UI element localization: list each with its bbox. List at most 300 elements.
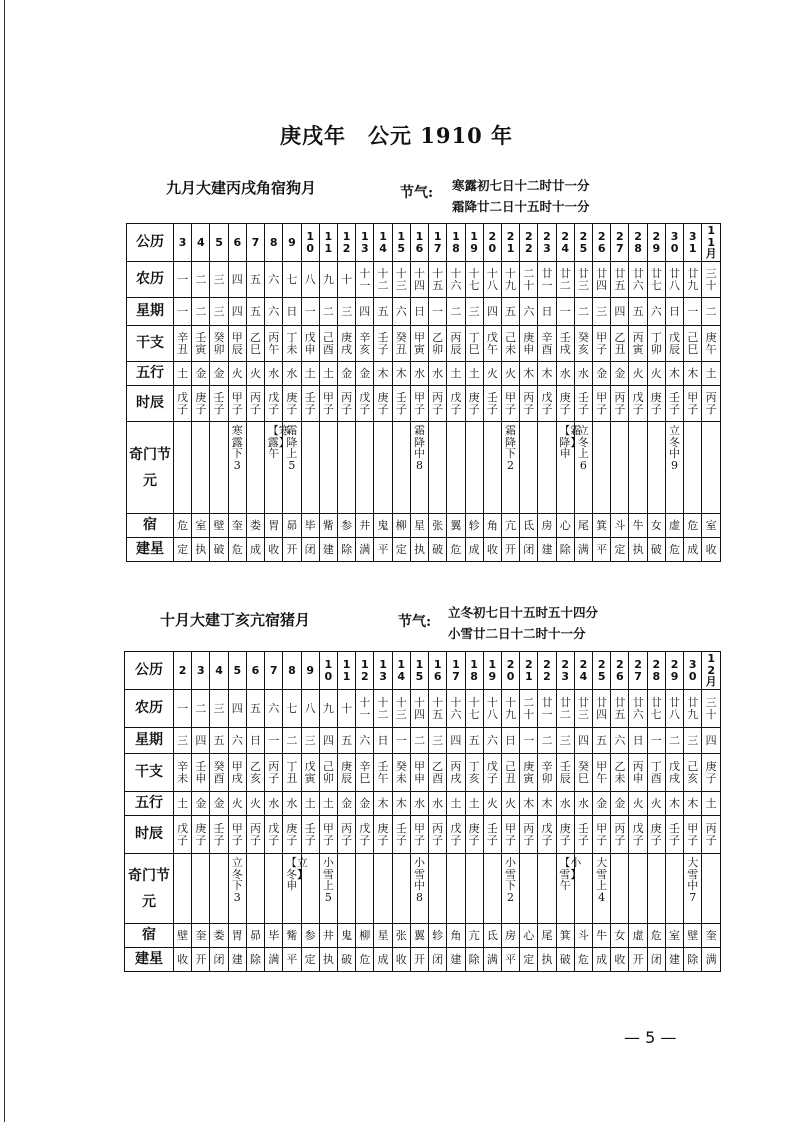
cell-qimen — [319, 422, 337, 514]
cell-jianxing — [265, 538, 283, 562]
cell-text-gongli: 9 — [306, 663, 314, 677]
cell-wuxing — [684, 792, 702, 816]
cell-text-nongli: 八 — [304, 272, 316, 286]
cell-xingqi — [465, 298, 483, 326]
cell-xiu — [192, 924, 210, 948]
cell-xiu — [629, 514, 647, 538]
cell-xingqi — [319, 298, 337, 326]
cell-nongli — [337, 262, 355, 298]
cell-ganzhi — [429, 326, 447, 362]
cell-shichen — [301, 816, 319, 854]
cell-xingqi — [684, 728, 702, 754]
cell-text-gongli: 11月 — [705, 224, 717, 261]
cell-jianxing — [501, 538, 519, 562]
cell-text-wuxing: 土 — [322, 797, 334, 810]
cell-gongli — [374, 652, 392, 690]
cell-text-xingqi: 三 — [687, 734, 699, 747]
cell-xiu — [684, 924, 702, 948]
cell-gongli — [265, 652, 283, 690]
cell-xiu — [647, 924, 665, 948]
cell-wuxing — [465, 362, 483, 386]
cell-wuxing — [665, 792, 683, 816]
cell-ganzhi — [429, 754, 447, 792]
cell-text-xingqi: 三 — [468, 305, 480, 318]
cell-xiu — [265, 924, 283, 948]
cell-text-ganzhi: 壬寅 — [195, 331, 207, 356]
cell-qimen — [356, 422, 374, 514]
cell-text-nongli: 廿八 — [669, 696, 681, 721]
cell-text-xingqi: 日 — [413, 305, 425, 318]
cell-ganzhi — [702, 326, 721, 362]
cell-text-gongli: 29 — [652, 230, 661, 255]
cell-text-xiu: 尾 — [577, 519, 589, 532]
cell-jianxing — [538, 538, 556, 562]
cell-wuxing — [556, 792, 574, 816]
cell-text-xingqi: 三 — [304, 734, 316, 747]
cell-jianxing — [301, 948, 319, 972]
cell-qimen — [192, 422, 210, 514]
cell-ganzhi — [593, 754, 611, 792]
cell-nongli — [283, 262, 301, 298]
cell-nongli — [447, 690, 465, 728]
cell-jianxing — [629, 538, 647, 562]
cell-nongli — [465, 262, 483, 298]
cell-xingqi — [483, 728, 501, 754]
cell-text-wuxing: 火 — [632, 367, 644, 380]
cell-xingqi — [465, 728, 483, 754]
cell-jianxing — [228, 538, 246, 562]
cell-xiu — [556, 924, 574, 948]
cell-xingqi — [501, 728, 519, 754]
cell-gongli — [665, 652, 683, 690]
cell-text-nongli: 十一 — [359, 267, 371, 292]
cell-nongli — [392, 690, 410, 728]
cell-qimen — [465, 854, 483, 924]
cell-gongli — [265, 224, 283, 262]
cell-qimen — [611, 422, 629, 514]
cell-text-nongli: 十五 — [432, 696, 444, 721]
cell-text-xingqi: 四 — [577, 734, 589, 747]
row-gongli — [127, 224, 721, 262]
cell-nongli — [174, 262, 192, 298]
cell-jianxing — [337, 538, 355, 562]
cell-xingqi — [356, 298, 374, 326]
cell-text-jianxing: 定 — [523, 953, 535, 966]
calendar-table-october — [124, 651, 721, 972]
cell-jianxing — [520, 948, 538, 972]
cell-text-xiu: 壁 — [687, 929, 699, 942]
cell-xingqi — [174, 728, 192, 754]
cell-text-gongli: 4 — [197, 235, 205, 249]
cell-gongli — [538, 224, 556, 262]
cell-text-xingqi: 一 — [523, 734, 535, 747]
cell-text-xingqi: 一 — [687, 305, 699, 318]
cell-xiu — [593, 514, 611, 538]
cell-text-jianxing: 破 — [650, 543, 662, 556]
cell-shichen — [210, 386, 228, 422]
cell-shichen — [410, 386, 428, 422]
cell-text-gongli: 29 — [670, 658, 679, 683]
cell-xiu — [210, 514, 228, 538]
cell-text-gongli: 12 — [360, 658, 369, 683]
cell-qimen — [684, 422, 702, 514]
cell-xingqi — [665, 298, 683, 326]
row-label-nongli: 农历 — [127, 262, 174, 298]
cell-qimen — [283, 422, 301, 514]
cell-xiu — [447, 924, 465, 948]
cell-text-nongli: 九 — [322, 272, 334, 286]
cell-jianxing — [611, 948, 629, 972]
cell-text-ganzhi: 癸卯 — [213, 331, 225, 356]
cell-text-wuxing: 水 — [432, 367, 444, 380]
cell-shichen — [392, 816, 410, 854]
cell-text-jianxing: 定 — [614, 543, 626, 556]
cell-gongli — [538, 652, 556, 690]
cell-xingqi — [356, 728, 374, 754]
cell-text-ganzhi: 癸亥 — [577, 331, 589, 356]
cell-text-ganzhi: 甲戌 — [231, 760, 243, 785]
cell-qimen — [210, 422, 228, 514]
cell-text-shichen: 戊子 — [632, 822, 644, 847]
cell-text-shichen: 庚子 — [195, 391, 207, 416]
cell-text-xiu: 井 — [322, 929, 334, 942]
cell-text-ganzhi: 癸巳 — [577, 760, 589, 785]
cell-text-ganzhi: 丙戌 — [450, 760, 462, 785]
cell-wuxing — [301, 792, 319, 816]
cell-text-shichen: 壬子 — [304, 391, 316, 416]
cell-text-wuxing: 土 — [450, 367, 462, 380]
cell-gongli — [410, 652, 428, 690]
cell-text-nongli: 五 — [249, 701, 261, 715]
cell-text-gongli: 31 — [688, 230, 697, 255]
cell-qimen — [410, 422, 428, 514]
cell-jianxing — [192, 538, 210, 562]
cell-jianxing — [556, 948, 574, 972]
cell-text-xiu: 井 — [359, 519, 371, 532]
cell-text-wuxing: 金 — [213, 367, 225, 380]
cell-text-xiu: 房 — [541, 519, 553, 532]
cell-text-shichen: 庚子 — [650, 391, 662, 416]
cell-jianxing — [465, 538, 483, 562]
cell-text-jianxing: 危 — [577, 953, 589, 966]
jieqi-line-1a: 寒露初七日十二时廿一分 — [452, 178, 590, 193]
cell-gongli — [647, 224, 665, 262]
cell-xiu — [593, 924, 611, 948]
cell-qimen — [501, 854, 519, 924]
cell-nongli — [210, 690, 228, 728]
cell-text-shichen: 甲子 — [231, 391, 243, 416]
cell-qimen — [228, 422, 246, 514]
cell-text-ganzhi: 戊辰 — [669, 331, 681, 356]
cell-shichen — [647, 386, 665, 422]
cell-jianxing — [447, 538, 465, 562]
cell-gongli — [593, 652, 611, 690]
cell-xingqi — [501, 298, 519, 326]
cell-nongli — [647, 262, 665, 298]
cell-xiu — [392, 514, 410, 538]
cell-text-jianxing: 闭 — [523, 543, 535, 556]
cell-text-nongli: 十四 — [413, 696, 425, 721]
cell-text-jianxing: 平 — [505, 953, 517, 966]
cell-text-gongli: 8 — [269, 235, 278, 249]
cell-qimen — [702, 422, 721, 514]
cell-shichen — [702, 816, 721, 854]
cell-ganzhi — [301, 754, 319, 792]
cell-text-xiu: 觜 — [322, 519, 334, 532]
cell-text-wuxing: 水 — [268, 797, 280, 810]
cell-text-gongli: 26 — [597, 230, 606, 255]
cell-nongli — [520, 690, 538, 728]
jieqi-label-2: 节气: — [398, 614, 432, 630]
cell-gongli — [192, 652, 210, 690]
cell-text-wuxing: 金 — [596, 797, 608, 810]
cell-text-shichen: 壬子 — [213, 391, 225, 416]
cell-nongli — [684, 690, 702, 728]
cell-ganzhi — [665, 754, 683, 792]
cell-xingqi — [556, 298, 574, 326]
cell-shichen — [629, 386, 647, 422]
cell-text-nongli: 十七 — [468, 267, 480, 292]
cell-text-ganzhi: 壬辰 — [559, 760, 571, 785]
cell-text-shichen: 甲子 — [687, 391, 699, 416]
cell-text-shichen: 戊子 — [177, 822, 189, 847]
cell-xingqi — [283, 298, 301, 326]
cell-text-jianxing: 除 — [687, 953, 699, 966]
row-label-wuxing: 五行 — [127, 362, 174, 386]
cell-qimen — [429, 854, 447, 924]
cell-text-jianxing: 闭 — [304, 543, 316, 556]
cell-ganzhi — [210, 326, 228, 362]
cell-text-gongli: 4 — [215, 663, 223, 677]
cell-shichen — [556, 816, 574, 854]
cell-xiu — [246, 514, 264, 538]
cell-nongli — [702, 262, 721, 298]
cell-shichen — [483, 816, 501, 854]
cell-qimen — [647, 854, 665, 924]
cell-nongli — [246, 262, 264, 298]
cell-text-xiu: 娄 — [249, 519, 261, 532]
cell-text-wuxing: 水 — [432, 797, 444, 810]
cell-wuxing — [611, 362, 629, 386]
cell-text-shichen: 庚子 — [559, 822, 571, 847]
cell-text-ganzhi: 己丑 — [505, 760, 517, 785]
cell-shichen — [574, 816, 592, 854]
cell-text-shichen: 甲子 — [413, 822, 425, 847]
cell-xingqi — [702, 728, 721, 754]
cell-text-gongli: 20 — [488, 230, 497, 255]
cell-text-jianxing: 建 — [669, 953, 681, 966]
cell-text-gongli: 24 — [561, 230, 570, 255]
cell-ganzhi — [337, 754, 355, 792]
cell-text-ganzhi: 己巳 — [687, 331, 699, 356]
row-shichen — [125, 816, 721, 854]
cell-text-shichen: 甲子 — [505, 391, 517, 416]
cell-wuxing — [228, 792, 246, 816]
cell-text-xingqi: 五 — [213, 734, 225, 747]
cell-shichen — [702, 386, 721, 422]
cell-wuxing — [192, 792, 210, 816]
cell-text-xiu: 箕 — [596, 519, 608, 532]
cell-wuxing — [702, 362, 721, 386]
cell-qimen — [319, 854, 337, 924]
cell-text-xiu: 昴 — [286, 519, 298, 532]
cell-text-xiu: 柳 — [359, 929, 371, 942]
row-wuxing — [125, 792, 721, 816]
cell-qimen — [192, 854, 210, 924]
cell-text-shichen: 壬子 — [669, 391, 681, 416]
cell-xingqi — [483, 298, 501, 326]
cell-xiu — [538, 514, 556, 538]
cell-qimen — [337, 854, 355, 924]
cell-text-nongli: 十三 — [395, 696, 407, 721]
cell-gongli — [611, 224, 629, 262]
cell-wuxing — [702, 792, 721, 816]
cell-text-wuxing: 水 — [413, 797, 425, 810]
cell-text-jianxing: 除 — [249, 953, 261, 966]
cell-xiu — [665, 924, 683, 948]
cell-text-shichen: 壬子 — [395, 822, 407, 847]
cell-text-wuxing: 水 — [577, 797, 589, 810]
cell-ganzhi — [520, 754, 538, 792]
cell-qimen — [301, 854, 319, 924]
cell-text-wuxing: 木 — [395, 797, 407, 810]
cell-text-shichen: 戊子 — [268, 822, 280, 847]
cell-gongli — [684, 652, 702, 690]
cell-text-xiu: 翼 — [413, 929, 425, 942]
cell-text-gongli: 5 — [233, 663, 242, 677]
cell-text-ganzhi: 辛亥 — [359, 331, 371, 356]
cell-nongli — [593, 690, 611, 728]
cell-qimen — [174, 854, 192, 924]
cell-text-xingqi: 日 — [286, 305, 298, 318]
cell-shichen — [483, 386, 501, 422]
cell-text-jianxing: 收 — [177, 953, 189, 966]
cell-wuxing — [574, 792, 592, 816]
cell-text-xiu: 牛 — [596, 929, 608, 942]
cell-text-xingqi: 二 — [195, 305, 207, 318]
cell-ganzhi — [283, 326, 301, 362]
cell-text-jianxing: 平 — [596, 543, 608, 556]
cell-gongli — [337, 652, 355, 690]
cell-text-jianxing: 危 — [231, 543, 243, 556]
cell-gongli — [465, 224, 483, 262]
cell-text-wuxing: 金 — [614, 367, 626, 380]
cell-jianxing — [702, 538, 721, 562]
cell-text-qimen: 【立冬】申 — [285, 856, 308, 892]
cell-xingqi — [593, 728, 611, 754]
row-shichen — [127, 386, 721, 422]
cell-text-nongli: 十二 — [377, 267, 389, 292]
cell-shichen — [611, 816, 629, 854]
page-title: 庚戌年 公元 1910 年 — [279, 123, 514, 148]
cell-ganzhi — [374, 754, 392, 792]
cell-nongli — [337, 690, 355, 728]
cell-shichen — [611, 386, 629, 422]
cell-qimen — [593, 854, 611, 924]
row-label-ganzhi: 干支 — [125, 754, 174, 792]
cell-shichen — [319, 386, 337, 422]
cell-text-nongli: 十七 — [468, 696, 480, 721]
cell-xingqi — [593, 298, 611, 326]
cell-text-xiu: 参 — [304, 929, 316, 942]
cell-text-gongli: 19 — [470, 230, 478, 255]
cell-text-shichen: 壬子 — [395, 391, 407, 416]
cell-nongli — [611, 262, 629, 298]
cell-gongli — [629, 224, 647, 262]
cell-text-jianxing: 建 — [322, 543, 334, 556]
cell-text-jianxing: 收 — [268, 543, 280, 556]
cell-xiu — [301, 514, 319, 538]
cell-ganzhi — [538, 754, 556, 792]
cell-wuxing — [647, 362, 665, 386]
cell-text-xiu: 翼 — [450, 519, 462, 532]
cell-text-gongli: 18 — [470, 658, 478, 683]
cell-text-xiu: 虚 — [669, 519, 681, 532]
cell-text-ganzhi: 己亥 — [687, 760, 699, 785]
cell-text-shichen: 甲子 — [687, 822, 699, 847]
cell-qimen — [429, 422, 447, 514]
cell-text-wuxing: 土 — [450, 797, 462, 810]
cell-text-nongli: 七 — [286, 701, 298, 715]
cell-text-xiu: 危 — [650, 929, 662, 942]
cell-xingqi — [210, 298, 228, 326]
cell-text-xiu: 奎 — [231, 519, 243, 532]
cell-wuxing — [319, 792, 337, 816]
cell-text-gongli: 11 — [342, 658, 351, 683]
cell-wuxing — [356, 792, 374, 816]
cell-qimen — [246, 854, 264, 924]
cell-jianxing — [174, 538, 192, 562]
cell-text-gongli: 2 — [178, 663, 187, 677]
cell-text-xingqi: 六 — [268, 305, 280, 318]
cell-text-jianxing: 满 — [268, 953, 280, 966]
jieqi-line-2b: 小雪廿二日十二时十一分 — [448, 626, 586, 641]
cell-shichen — [465, 816, 483, 854]
cell-jianxing — [374, 948, 392, 972]
cell-xiu — [684, 514, 702, 538]
cell-text-shichen: 甲子 — [596, 822, 608, 847]
cell-text-wuxing: 水 — [268, 367, 280, 380]
row-label-shichen: 时辰 — [127, 386, 174, 422]
cell-text-xingqi: 二 — [450, 305, 462, 318]
row-label-nongli: 农历 — [125, 690, 174, 728]
cell-text-qimen: 大雪上4 — [596, 856, 608, 904]
cell-text-ganzhi: 己卯 — [322, 760, 334, 785]
cell-gongli — [684, 224, 702, 262]
cell-text-wuxing: 火 — [632, 797, 644, 810]
cell-text-qimen: 【霜降】申 — [559, 424, 582, 460]
cell-ganzhi — [392, 326, 410, 362]
cell-jianxing — [319, 538, 337, 562]
cell-text-shichen: 丙子 — [341, 391, 353, 416]
cell-text-shichen: 丙子 — [614, 391, 626, 416]
cell-gongli — [210, 224, 228, 262]
cell-gongli — [301, 652, 319, 690]
cell-text-gongli: 3 — [197, 663, 205, 677]
cell-text-wuxing: 木 — [523, 367, 535, 380]
cell-text-xingqi: 二 — [577, 305, 589, 318]
cell-text-shichen: 戊子 — [177, 391, 189, 416]
cell-text-xingqi: 日 — [541, 305, 553, 318]
cell-gongli — [665, 224, 683, 262]
cell-gongli — [447, 224, 465, 262]
calendar-table-september — [126, 223, 721, 562]
cell-nongli — [629, 690, 647, 728]
cell-shichen — [429, 816, 447, 854]
cell-jianxing — [520, 538, 538, 562]
cell-text-qimen: 霜降下2 — [505, 424, 517, 472]
cell-text-jianxing: 执 — [413, 543, 425, 556]
